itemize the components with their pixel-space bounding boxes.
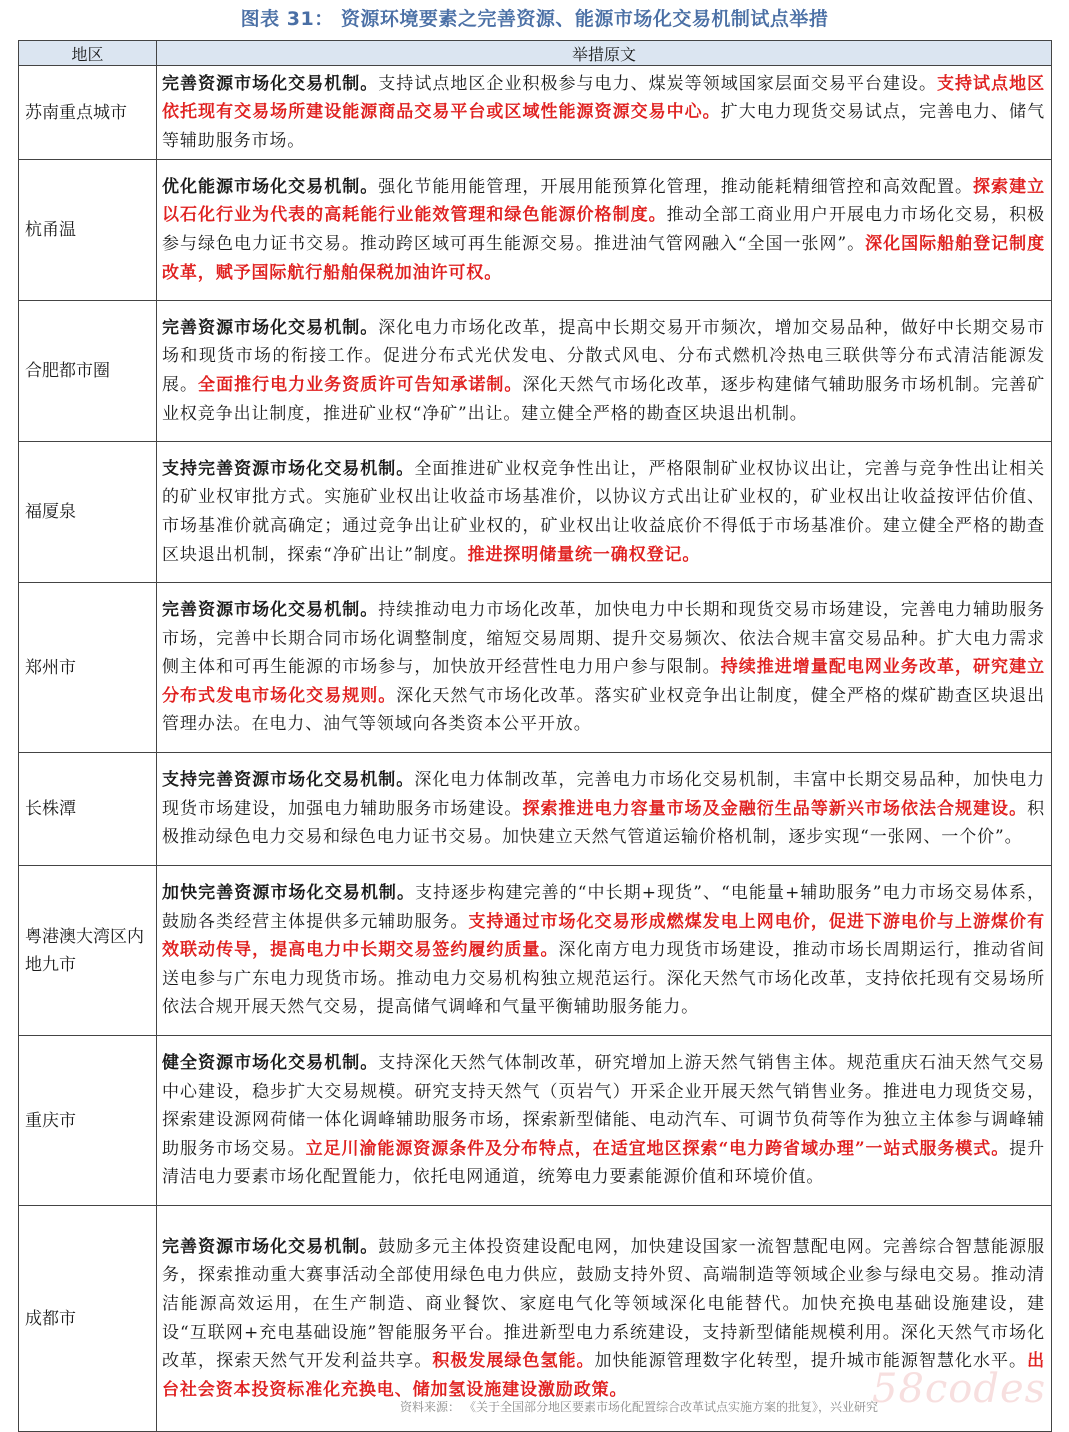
measure-text: 强化节能用能管理，开展用能预算化管理，推动能耗精细管控和高效配置。 [378,176,974,197]
region-cell: 苏南重点城市 [19,66,157,160]
measure-heading: 健全资源市场化交易机制。 [162,1053,379,1074]
region-cell: 郑州市 [19,583,157,753]
measure-highlight: 推进探明储量统一确权登记。 [467,544,701,565]
table-row [19,160,1052,301]
region-cell: 福厦泉 [19,442,157,583]
measure-heading: 完善资源市场化交易机制。 [162,317,379,338]
table-row [19,753,1052,866]
measure-cell [157,753,1052,866]
table-row [19,301,1052,442]
watermark-logo: 58codes [872,1366,1047,1412]
measure-text: 提升清洁电力要素市场化配置能力，依托电网通道，统筹电力要素能源价值和环境价值。 [162,1138,1046,1188]
measure-cell [157,866,1052,1036]
measure-text: 深化南方电力现货市场建设，推动市场长周期运行，推动省间送电参与广东电力现货市场。推动电力交易机构独立规范运行。深化天然气市场化改革，支持依托现有交易场所依法合规开展天然气交易，提高储气调峰和气量平衡辅助服务能力。 [162,940,1045,1018]
measure-highlight: 立足川渝能源资源条件及分布特点，在适宜地区探索“电力跨省域办理”一站式服务模式。 [305,1138,1010,1159]
measure-text: 支持深化天然气体制改革，研究增加上游天然气销售主体。规范重庆石油天然气交易中心建设，稳步扩大交易规模。研究支持天然气（页岩气）开采企业开展天然气销售业务。推进电力现货交易，探索建设源网荷储一体化调峰辅助服务市场，探索新型储能、电动汽车、可调节负荷等作为独立主体参与调峰辅助服务市场交易。 [162,1053,1045,1159]
measure-cell [157,583,1052,753]
measure-heading: 支持完善资源市场化交易机制。 [162,458,415,479]
measure-highlight: 支持通过市场化交易形成燃煤发电上网电价，促进下游电价与上游煤价有效联动传导，提高电力中长期交易签约履约质量。 [162,911,1045,961]
measure-cell [157,442,1052,583]
region-cell: 重庆市 [19,1036,157,1206]
table-row [19,866,1052,1036]
measure-cell [157,1036,1052,1206]
measure-highlight: 持续推进增量配电网业务改革，研究建立分布式发电市场化交易规则。 [162,657,1045,706]
measure-highlight: 支持试点地区依托现有交易场所建设能源商品交易平台或区域性能源资源交易中心。 [162,73,1045,123]
measure-text: 深化电力体制改革，完善电力市场化交易机制，丰富中长期交易品种，加快电力现货市场建设，加强电力辅助服务市场建设。 [162,770,1045,819]
measure-text: 扩大电力现货交易试点，完善电力、储气等辅助服务市场。 [162,102,1045,151]
measure-heading: 完善资源市场化交易机制。 [162,73,379,94]
measure-cell [157,160,1052,301]
measure-text: 推动全部工商业用户开展电力市场化交易，积极参与绿色电力证书交易。推动跨区域可再生能源交易。推进油气管网融入“全国一张网”。 [162,205,1045,254]
measure-heading: 完善资源市场化交易机制。 [162,1236,379,1257]
measure-highlight: 出台社会资本投资标准化充换电、储加氢设施建设激励政策。 [162,1351,1045,1400]
region-cell: 粤港澳大湾区内地九市 [19,866,157,1036]
measure-text: 持续推动电力市场化改革，加快电力中长期和现货交易市场建设，完善电力辅助服务市场，完善中长期合同市场化调整制度，缩短交易周期、提升交易频次、依法合规丰富交易品种。扩大电力需求侧主体和可再生能源的市场参与，加快放开经营性电力用户参与限制。 [162,600,1045,678]
measure-cell [157,66,1052,160]
measure-text: 加快能源管理数字化转型，提升城市能源智慧化水平。 [594,1351,1028,1372]
table-header-row [19,41,1052,66]
region-cell: 长株潭 [19,753,157,866]
region-cell: 成都市 [19,1206,157,1432]
measure-heading: 加快完善资源市场化交易机制。 [162,883,416,904]
measure-text: 全面推进矿业权竞争性出让，严格限制矿业权协议出让，完善与竞争性出让相关的矿业权审批方式。实施矿业权出让收益市场基准价，以协议方式出让矿业权的，矿业权出让收益按评估价值、市场基准价就高确定；通过竞争出让矿业权的，矿业权出让收益底价不得低于市场基准价。建立健全严格的勘查区块退出机制，探索“净矿出让”制度。 [162,458,1045,565]
measure-text: 积极推动绿色电力交易和绿色电力证书交易。加快建立天然气管道运输价格机制，逐步实现“一张网、一个价”。 [162,798,1046,848]
table-row [19,442,1052,583]
measure-heading: 支持完善资源市场化交易机制。 [162,770,415,791]
source-org: ，兴业研究 [818,1400,879,1414]
table-row [19,583,1052,753]
header-region: 地区 [19,41,157,66]
measure-highlight: 全面推行电力业务资质许可告知承诺制。 [198,375,523,395]
measure-highlight: 深化国际船舶登记制度改革，赋予国际航行船舶保税加油许可权。 [162,234,1046,283]
figure-title: 图表 31： 资源环境要素之完善资源、能源市场化交易机制试点举措 [240,8,829,30]
source-text: 《关于全国部分地区要素市场化配置综合改革试点实施方案的批复》 [470,1400,819,1414]
region-cell: 合肥都市圈 [19,301,157,442]
table-row [19,66,1052,160]
measure-text: 支持试点地区企业积极参与电力、煤炭等领域国家层面交易平台建设。 [378,73,937,94]
measure-text: 鼓励多元主体投资建设配电网，加快建设国家一流智慧配电网。完善综合智慧能源服务，探索推动重大赛事活动全部使用绿色电力供应，鼓励支持外贸、高端制造等领域企业参与绿电交易。推动清洁能源高效运用，在生产制造、商业餐饮、家庭电气化等领域深化电能替代。加快充换电基础设施建设，建设“互联网+充电基础设施”智能服务平台。推进新型电力系统建设，支持新型储能规模利用。深化天然气市场化改革，探索天然气开发利益共享。 [162,1236,1045,1372]
table-row [19,1036,1052,1206]
measure-cell [157,301,1052,442]
region-cell: 杭甬温 [19,160,157,301]
measure-highlight: 探索推进电力容量市场及金融衍生品等新兴市场依法合规建设。 [522,798,1028,819]
measure-text: 深化电力市场化改革，提高中长期交易开市频次，增加交易品种，做好中长期交易市场和现货市场的衔接工作。促进分布式光伏发电、分散式风电、分布式燃机冷热电三联供等分布式清洁能源发展。 [162,317,1045,395]
measure-text: 深化天然气市场化改革，逐步构建储气辅助服务市场机制。完善矿业权竞争出让制度，推进矿业权“净矿”出让。建立健全严格的勘查区块退出机制。 [162,375,1045,424]
measure-text: 深化天然气市场化改革。落实矿业权竞争出让制度，健全严格的煤矿勘查区块退出管理办法。在电力、油气等领域向各类资本公平开放。 [162,685,1045,735]
measure-heading: 完善资源市场化交易机制。 [162,600,379,621]
measures-table [18,40,1052,1432]
measure-heading: 优化能源市场化交易机制。 [162,176,379,197]
header-measures: 举措原文 [157,41,1052,66]
measure-highlight: 探索建立以石化行业为代表的高耗能行业能效管理和绿色能源价格制度。 [162,176,1045,226]
measure-text: 支持逐步构建完善的“中长期+现货”、“电能量+辅助服务”电力市场交易体系，鼓励各类经营主体提供多元辅助服务。 [162,883,1045,932]
source-note [400,1398,878,1415]
source-label: 资料来源： [400,1400,461,1414]
measure-highlight: 积极发展绿色氢能。 [432,1351,595,1372]
